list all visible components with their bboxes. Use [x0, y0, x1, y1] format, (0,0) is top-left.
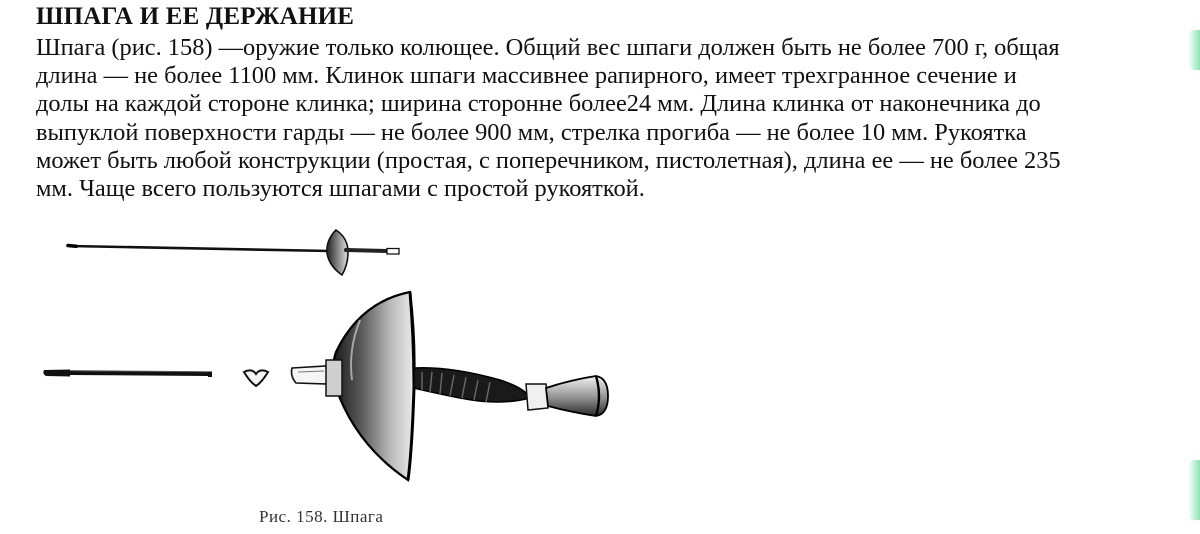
paragraph-line: Шпага (рис. 158) —оружие только колющее. Общий вес шпаги должен быть не более 700 г, общая: [36, 34, 1060, 61]
paragraph-line: мм. Чаще всего пользуются шпагами с простой рукояткой.: [36, 175, 645, 203]
edge-accent-bottom: [1188, 460, 1200, 520]
epee-illustration: [30, 220, 630, 495]
blade-part: [43, 370, 212, 378]
bell-guard: [333, 292, 415, 480]
assembled-blade: [70, 246, 330, 251]
assembled-pommel: [387, 249, 399, 255]
paragraph-line: длина — не более 1100 мм. Клинок шпаги массивнее рапирного, имеет трехгранное сечение и: [36, 62, 1017, 90]
assembled-blade-tip: [68, 246, 76, 247]
ferrule: [526, 384, 548, 410]
guard-and-hilt: [292, 292, 609, 480]
assembled-epee: [68, 230, 399, 275]
paragraph-line: выпуклой поверхности гарды — не более 900 мм, стрелка прогиба — не более 10 мм. Рукоятка: [36, 118, 1027, 146]
body-paragraph: [36, 34, 1186, 203]
guard-cushion-part: [244, 370, 268, 386]
assembled-grip: [346, 250, 388, 251]
tang-piece: [292, 366, 329, 384]
section-heading: ШПАГА И ЕЕ ДЕРЖАНИЕ: [36, 3, 355, 30]
paragraph-line: может быть любой конструкции (простая, с поперечником, пистолетная), длина ее — не более 235: [36, 146, 1061, 174]
figure-caption: Рис. 158. Шпага: [259, 507, 384, 526]
assembled-guard: [327, 230, 348, 275]
edge-accent-top: [1188, 30, 1200, 70]
paragraph-line: долы на каждой стороне клинка; ширина сторонне более24 мм. Длина клинка от наконечника до: [36, 90, 1041, 118]
